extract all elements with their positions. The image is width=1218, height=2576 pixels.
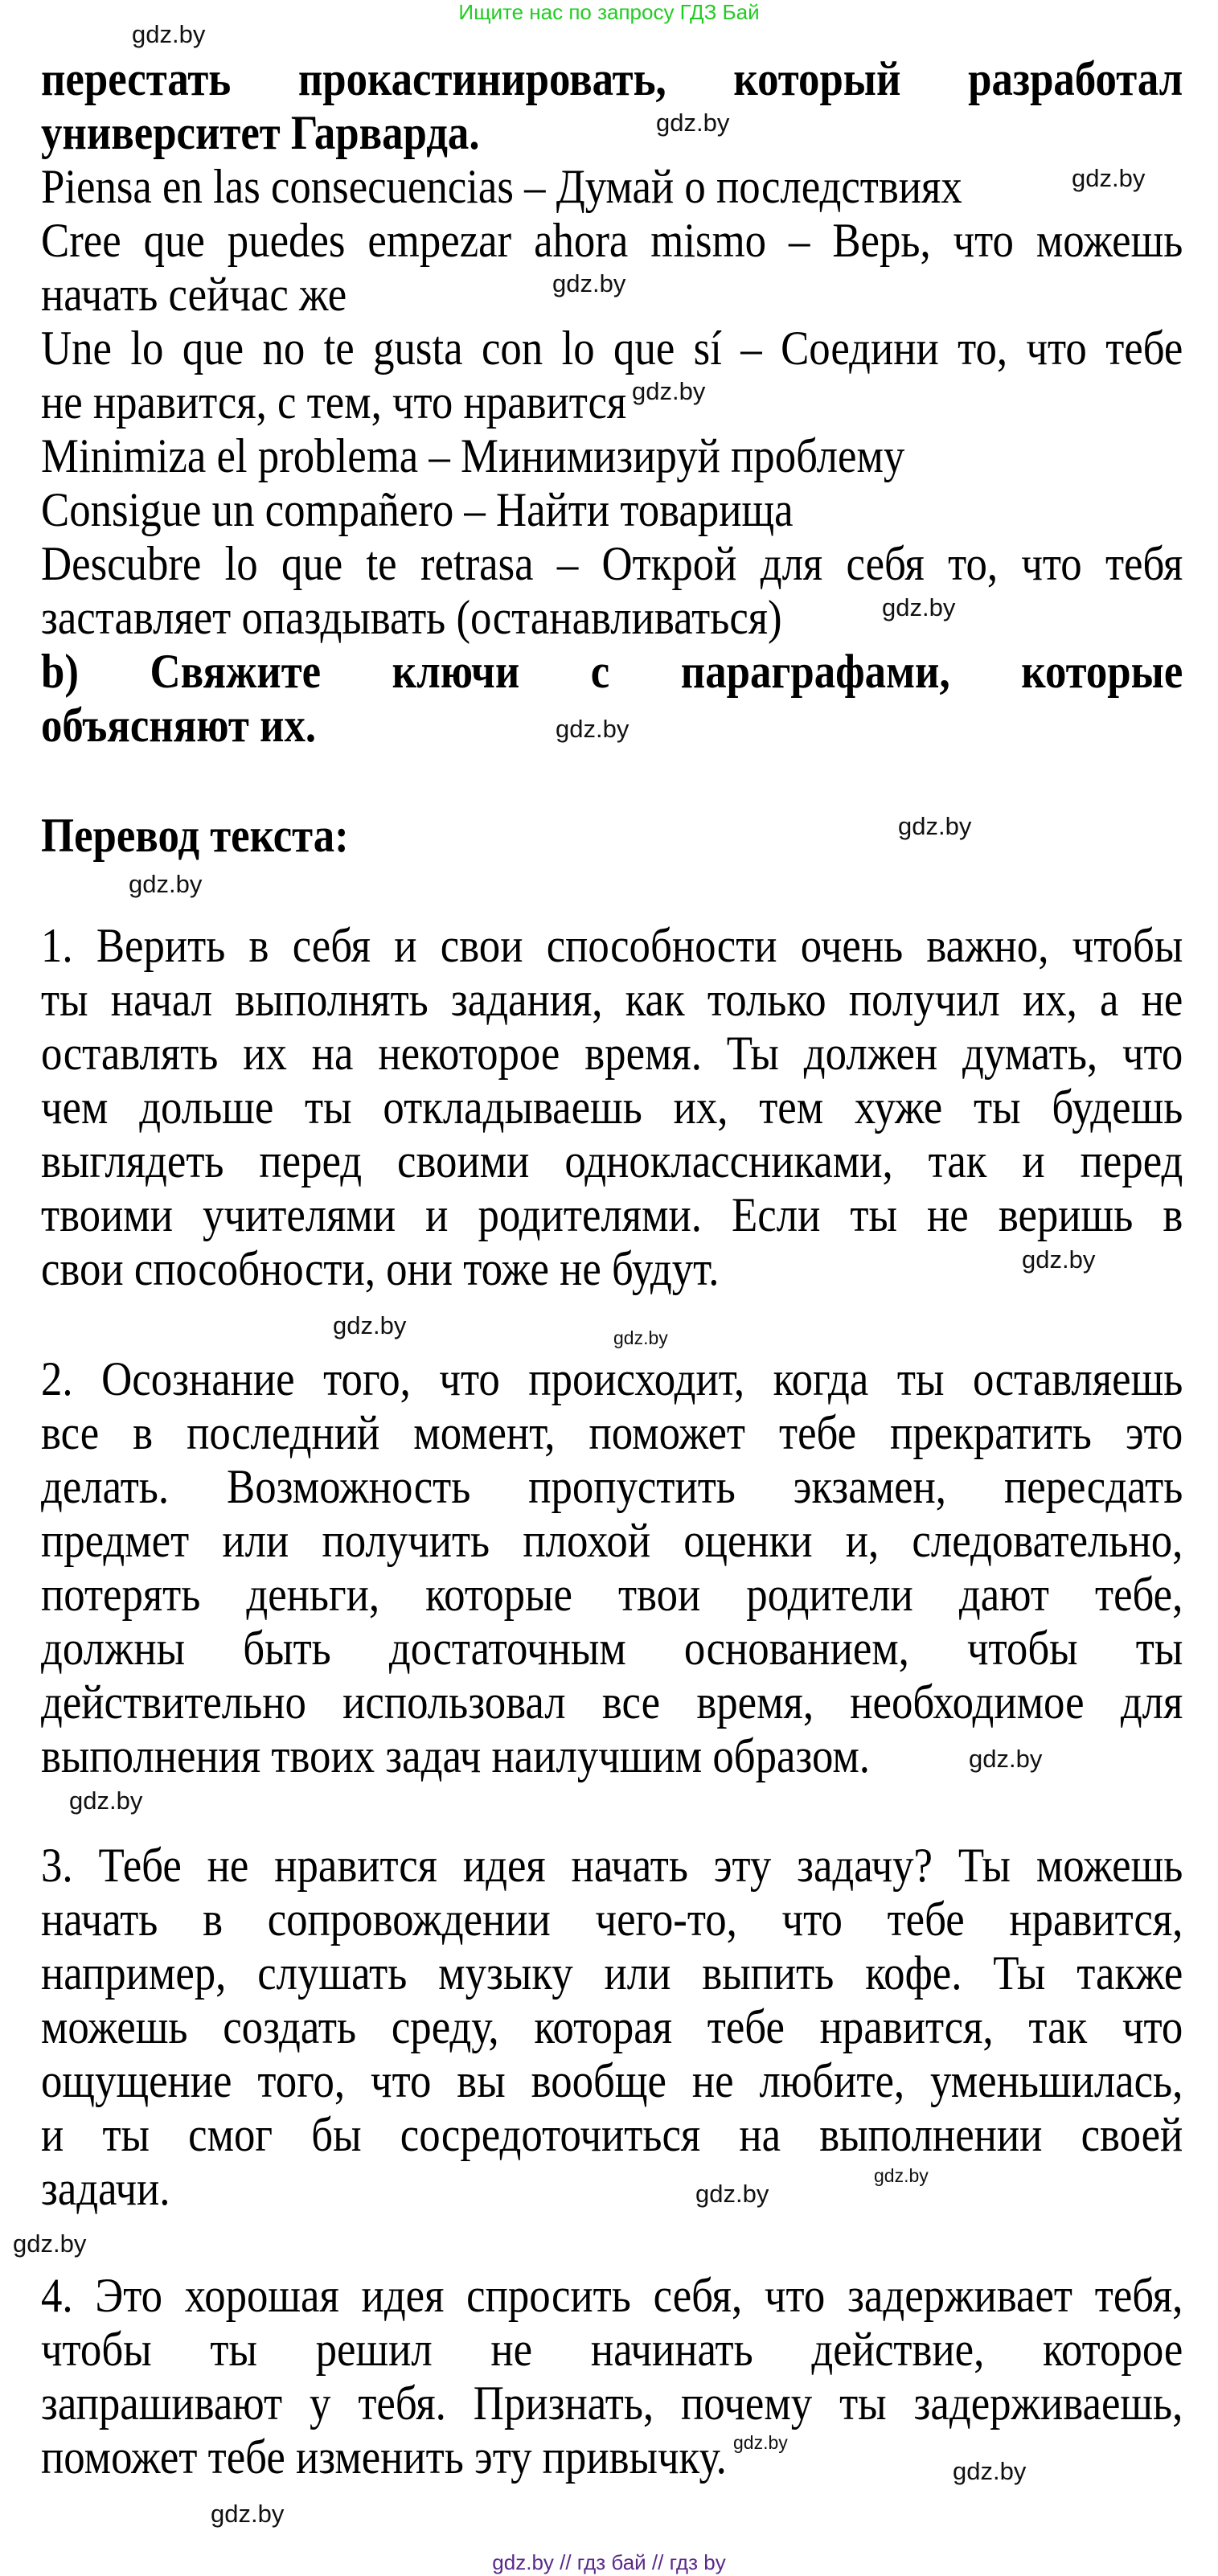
text-line-content: объясняют их. xyxy=(41,699,317,752)
watermark: gdz.by xyxy=(613,1327,668,1348)
watermark: gdz.by xyxy=(632,377,706,405)
text-line-content: Перевод текста: xyxy=(41,809,349,862)
text-line-content: делать. Возможность пропустить экзамен, пересдать xyxy=(41,1460,1183,1513)
text-line-content: выглядеть перед своими одноклассниками, так и перед xyxy=(41,1134,1183,1188)
text-line-content: 4. Это хорошая идея спросить себя, что задерживает тебя, xyxy=(41,2269,1183,2322)
text-line xyxy=(41,1622,1183,1676)
text-line-content: задачи. xyxy=(41,2162,170,2215)
text-line xyxy=(41,537,1183,591)
text-line xyxy=(41,1134,1183,1188)
watermark: gdz.by xyxy=(1072,164,1146,192)
text-line xyxy=(41,375,1183,429)
watermark: gdz.by xyxy=(132,20,206,48)
text-line xyxy=(41,1081,1183,1134)
text-line xyxy=(41,429,1183,483)
text-line-content: чтобы ты решил не начинать действие, которое xyxy=(41,2323,1183,2376)
watermark: gdz.by xyxy=(69,1786,143,1815)
footer-links[interactable]: gdz.by // гдз бай // гдз by xyxy=(492,2550,726,2574)
text-line xyxy=(41,106,1183,160)
text-line-content: и ты смог бы сосредоточиться на выполнении своей xyxy=(41,2108,1183,2161)
text-line-content: оставлять их на некоторое время. Ты должен думать, что xyxy=(41,1027,1183,1080)
text-line xyxy=(41,483,1183,537)
watermark: gdz.by xyxy=(333,1311,407,1339)
text-line-content: ты начал выполнять задания, как только получил их, а не xyxy=(41,973,1183,1026)
text-line-content: например, слушать музыку или выпить кофе. Ты также xyxy=(41,1946,1183,2000)
text-line-content: начать сейчас же xyxy=(41,268,347,321)
text-line xyxy=(41,919,1183,973)
text-line-content: Minimiza el problema – Минимизируй проблему xyxy=(41,429,905,482)
intro-block xyxy=(41,52,1183,753)
translation-heading xyxy=(41,809,1183,863)
text-line-content: перестать прокастинировать, который разработал xyxy=(41,52,1183,105)
text-line xyxy=(41,809,1183,863)
text-line xyxy=(41,214,1183,268)
text-line xyxy=(41,2323,1183,2377)
paragraph-3 xyxy=(41,1839,1183,2216)
text-line-content: 3. Тебе не нравится идея начать эту задачу? Ты можешь xyxy=(41,1839,1183,1892)
text-line xyxy=(41,160,1183,214)
text-line-content: начать в сопровождении чего-то, что тебе нравится, xyxy=(41,1893,1183,1946)
text-line xyxy=(41,1027,1183,1081)
watermark: gdz.by xyxy=(882,593,956,621)
text-line-content: не нравится, с тем, что нравится xyxy=(41,375,627,429)
text-line xyxy=(41,1839,1183,1893)
text-line-content: твоими учителями и родителями. Если ты не веришь в xyxy=(41,1188,1183,1241)
text-line xyxy=(41,1676,1183,1729)
watermark: gdz.by xyxy=(898,812,972,840)
text-line-content: Une lo que no te gusta con lo que sí – Соедини то, что тебе xyxy=(41,322,1183,375)
text-line xyxy=(41,2054,1183,2108)
text-line-content: действительно использовал все время, необходимое для xyxy=(41,1676,1183,1729)
text-line-content: запрашивают у тебя. Признать, почему ты задерживаешь, xyxy=(41,2377,1183,2430)
text-line-content: выполнения твоих задач наилучшим образом. xyxy=(41,1729,870,1782)
text-line-content: заставляет опаздывать (останавливаться) xyxy=(41,591,782,644)
text-line-content: поможет тебе изменить эту привычку. xyxy=(41,2430,727,2484)
text-line xyxy=(41,1188,1183,1242)
watermark: gdz.by xyxy=(656,109,730,137)
watermark: gdz.by xyxy=(13,2229,87,2258)
text-line xyxy=(41,2108,1183,2162)
text-line xyxy=(41,1946,1183,2000)
text-line xyxy=(41,591,1183,645)
watermark: gdz.by xyxy=(874,2165,929,2186)
text-line xyxy=(41,1893,1183,1946)
watermark: gdz.by xyxy=(211,2500,285,2528)
text-line xyxy=(41,1352,1183,1406)
paragraph-4 xyxy=(41,2269,1183,2484)
text-line xyxy=(41,2269,1183,2323)
text-line-content: потерять деньги, которые твои родители дают тебе, xyxy=(41,1568,1183,1621)
paragraph-2 xyxy=(41,1352,1183,1783)
watermark: gdz.by xyxy=(733,2432,788,2453)
text-line xyxy=(41,1242,1183,1296)
watermark: gdz.by xyxy=(129,870,203,898)
text-line-content: Descubre lo que te retrasa – Открой для себя то, что тебя xyxy=(41,537,1183,590)
text-line-content: Cree que puedes empezar ahora mismo – Верь, что можешь xyxy=(41,214,1183,267)
text-line-content: предмет или получить плохой оценки и, следовательно, xyxy=(41,1514,1183,1567)
text-line xyxy=(41,1514,1183,1568)
text-line xyxy=(41,2000,1183,2054)
watermark: gdz.by xyxy=(552,269,626,297)
text-line-content: должны быть достаточным основанием, чтобы ты xyxy=(41,1622,1183,1675)
text-line xyxy=(41,645,1183,699)
text-line-content: чем дольше ты откладываешь их, тем хуже ты будешь xyxy=(41,1081,1183,1134)
text-line-content: b) Свяжите ключи с параграфами, которые xyxy=(41,645,1183,698)
text-line-content: можешь создать среду, которая тебе нравится, так что xyxy=(41,2000,1183,2053)
text-line xyxy=(41,322,1183,375)
text-line xyxy=(41,973,1183,1027)
text-line-content: 2. Осознание того, что происходит, когда ты оставляешь xyxy=(41,1352,1183,1405)
text-line-content: свои способности, они тоже не будут. xyxy=(41,1242,720,1295)
text-line-content: все в последний момент, поможет тебе прекратить это xyxy=(41,1406,1183,1459)
paragraph-1 xyxy=(41,919,1183,1296)
watermark: gdz.by xyxy=(695,2180,769,2208)
watermark: gdz.by xyxy=(969,1745,1043,1773)
text-line xyxy=(41,1406,1183,1460)
text-line xyxy=(41,2162,1183,2216)
search-banner-link[interactable]: Ищите нас по запросу ГДЗ Бай xyxy=(458,0,760,24)
text-line xyxy=(41,1568,1183,1622)
text-line-content: ощущение того, что вы вообще не любите, уменьшилась, xyxy=(41,2054,1183,2107)
watermark: gdz.by xyxy=(1022,1245,1096,1274)
text-line xyxy=(41,52,1183,106)
text-line-content: университет Гарварда. xyxy=(41,106,480,159)
text-line-content: 1. Верить в себя и свои способности очень важно, чтобы xyxy=(41,919,1183,972)
text-line xyxy=(41,2377,1183,2430)
watermark: gdz.by xyxy=(953,2457,1027,2485)
text-line xyxy=(41,1460,1183,1514)
text-line-content: Piensa en las consecuencias – Думай о последствиях xyxy=(41,160,962,213)
text-line-content: Consigue un compañero – Найти товарища xyxy=(41,483,794,536)
watermark: gdz.by xyxy=(556,715,630,743)
footer xyxy=(0,2550,1218,2574)
